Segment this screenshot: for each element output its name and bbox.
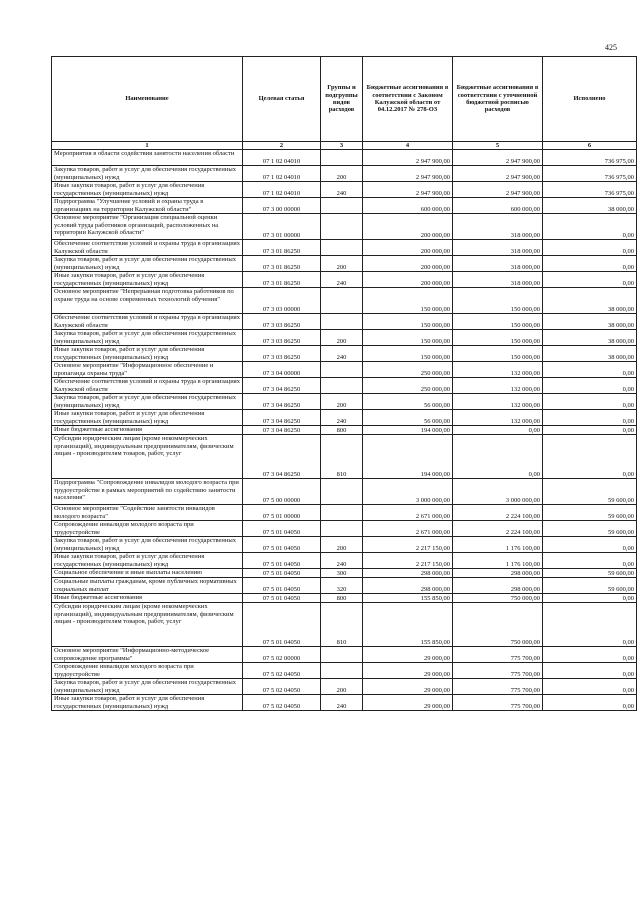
table-cell-law-allocation: 56 000,00 xyxy=(363,410,453,426)
header-executed: Исполнено xyxy=(543,57,637,142)
table-cell-refined-allocation: 3 000 000,00 xyxy=(453,479,543,505)
table-cell-target-article: 07 3 04 86250 xyxy=(243,410,321,426)
table-cell-refined-allocation: 318 000,00 xyxy=(453,256,543,272)
table-cell-name: Закупка товаров, работ и услуг для обеспечения государственных (муниципальных) нужд xyxy=(52,166,243,182)
table-cell-name: Закупка товаров, работ и услуг для обеспечения государственных (муниципальных) нужд xyxy=(52,537,243,553)
table-cell-expense-group xyxy=(321,378,363,394)
table-cell-refined-allocation: 600 000,00 xyxy=(453,198,543,214)
table-cell-name: Обеспечение соответствия условий и охраны труда в организациях Калужской области xyxy=(52,378,243,394)
table-cell-name: Основное мероприятие "Информационно-методическое сопровождение программы" xyxy=(52,647,243,663)
table-cell-law-allocation: 200 000,00 xyxy=(363,256,453,272)
table-cell-expense-group xyxy=(321,150,363,166)
table-cell-target-article: 07 5 01 04050 xyxy=(243,553,321,569)
table-cell-executed: 59 600,00 xyxy=(543,578,637,594)
table-cell-refined-allocation: 132 000,00 xyxy=(453,362,543,378)
table-row xyxy=(52,435,637,479)
table-cell-executed: 0,00 xyxy=(543,603,637,647)
table-cell-executed: 0,00 xyxy=(543,378,637,394)
table-cell-target-article: 07 3 03 86250 xyxy=(243,330,321,346)
table-cell-expense-group xyxy=(321,314,363,330)
table-cell-law-allocation: 2 217 150,00 xyxy=(363,553,453,569)
table-cell-refined-allocation: 750 000,00 xyxy=(453,594,543,603)
table-cell-refined-allocation: 298 000,00 xyxy=(453,569,543,578)
table-cell-target-article: 07 5 00 00000 xyxy=(243,479,321,505)
table-cell-law-allocation: 150 000,00 xyxy=(363,330,453,346)
table-cell-expense-group xyxy=(321,214,363,240)
table-row xyxy=(52,426,637,435)
table-cell-refined-allocation: 150 000,00 xyxy=(453,330,543,346)
table-cell-name: Иные бюджетные ассигнования xyxy=(52,594,243,603)
table-cell-target-article: 07 5 01 04050 xyxy=(243,578,321,594)
page-number: 425 xyxy=(605,43,617,52)
table-cell-law-allocation: 150 000,00 xyxy=(363,346,453,362)
table-cell-law-allocation: 150 000,00 xyxy=(363,314,453,330)
table-cell-refined-allocation: 132 000,00 xyxy=(453,410,543,426)
table-cell-refined-allocation: 298 000,00 xyxy=(453,578,543,594)
table-cell-target-article: 07 5 02 04050 xyxy=(243,663,321,679)
table-cell-expense-group: 810 xyxy=(321,435,363,479)
table-row xyxy=(52,166,637,182)
budget-table xyxy=(51,56,637,711)
table-cell-expense-group: 240 xyxy=(321,182,363,198)
table-row xyxy=(52,679,637,695)
table-cell-expense-group: 200 xyxy=(321,330,363,346)
table-cell-name: Иные закупки товаров, работ и услуг для обеспечения государственных (муниципальных) нужд xyxy=(52,410,243,426)
table-cell-refined-allocation: 2 224 100,00 xyxy=(453,505,543,521)
table-cell-expense-group: 200 xyxy=(321,256,363,272)
table-cell-executed: 0,00 xyxy=(543,537,637,553)
table-cell-target-article: 07 3 04 86250 xyxy=(243,426,321,435)
table-cell-target-article: 07 1 02 04010 xyxy=(243,182,321,198)
table-cell-executed: 0,00 xyxy=(543,695,637,711)
table-row xyxy=(52,394,637,410)
table-cell-name: Иные закупки товаров, работ и услуг для обеспечения государственных (муниципальных) нужд xyxy=(52,346,243,362)
table-cell-name: Сопровождение инвалидов молодого возраста при трудоустройстве xyxy=(52,521,243,537)
table-cell-refined-allocation: 150 000,00 xyxy=(453,288,543,314)
table-cell-name: Обеспечение соответствия условий и охраны труда в организациях Калужской области xyxy=(52,240,243,256)
table-cell-law-allocation: 200 000,00 xyxy=(363,240,453,256)
column-number: 3 xyxy=(321,142,363,150)
table-row xyxy=(52,569,637,578)
table-cell-refined-allocation: 150 000,00 xyxy=(453,314,543,330)
table-cell-law-allocation: 194 000,00 xyxy=(363,426,453,435)
table-row xyxy=(52,603,637,647)
table-row xyxy=(52,240,637,256)
table-cell-refined-allocation: 318 000,00 xyxy=(453,240,543,256)
table-cell-expense-group xyxy=(321,198,363,214)
header-name: Наименование xyxy=(52,57,243,142)
table-cell-executed: 0,00 xyxy=(543,362,637,378)
table-cell-target-article: 07 5 02 00000 xyxy=(243,647,321,663)
header-row xyxy=(52,57,637,142)
table-cell-target-article: 07 5 01 04050 xyxy=(243,603,321,647)
table-cell-expense-group xyxy=(321,521,363,537)
table-cell-name: Подпрограмма "Сопровождение инвалидов молодого возраста при трудоустройстве в рамках мероприятий по содействию занятости населения" xyxy=(52,479,243,505)
table-cell-expense-group: 200 xyxy=(321,537,363,553)
table-cell-law-allocation: 200 000,00 xyxy=(363,272,453,288)
table-cell-name: Иные закупки товаров, работ и услуг для обеспечения государственных (муниципальных) нужд xyxy=(52,272,243,288)
table-row xyxy=(52,346,637,362)
table-cell-executed: 0,00 xyxy=(543,214,637,240)
table-cell-expense-group: 800 xyxy=(321,426,363,435)
table-cell-law-allocation: 3 000 000,00 xyxy=(363,479,453,505)
table-cell-name: Основное мероприятие "Содействие занятости инвалидов молодого возраста" xyxy=(52,505,243,521)
table-cell-target-article: 07 3 01 86250 xyxy=(243,272,321,288)
table-row xyxy=(52,505,637,521)
column-number: 4 xyxy=(363,142,453,150)
table-cell-target-article: 07 3 01 86250 xyxy=(243,256,321,272)
table-cell-refined-allocation: 1 176 100,00 xyxy=(453,553,543,569)
table-cell-expense-group: 240 xyxy=(321,346,363,362)
table-cell-executed: 38 000,00 xyxy=(543,346,637,362)
table-cell-expense-group xyxy=(321,240,363,256)
table-cell-law-allocation: 29 000,00 xyxy=(363,679,453,695)
table-cell-law-allocation: 2 217 150,00 xyxy=(363,537,453,553)
table-cell-refined-allocation: 2 224 100,00 xyxy=(453,521,543,537)
table-body xyxy=(52,150,637,711)
table-cell-executed: 59 600,00 xyxy=(543,479,637,505)
table-cell-name: Основное мероприятие "Непрерывная подготовка работников по охране труда на основе современных технологий обучения" xyxy=(52,288,243,314)
table-cell-expense-group: 240 xyxy=(321,553,363,569)
table-cell-executed: 0,00 xyxy=(543,410,637,426)
table-cell-executed: 38 000,00 xyxy=(543,330,637,346)
table-cell-refined-allocation: 775 700,00 xyxy=(453,695,543,711)
table-cell-law-allocation: 29 000,00 xyxy=(363,647,453,663)
table-row xyxy=(52,288,637,314)
table-cell-refined-allocation: 2 947 900,00 xyxy=(453,166,543,182)
table-cell-refined-allocation: 318 000,00 xyxy=(453,214,543,240)
table-cell-target-article: 07 5 01 00000 xyxy=(243,505,321,521)
column-number-row xyxy=(52,142,637,150)
table-cell-expense-group: 240 xyxy=(321,695,363,711)
table-cell-target-article: 07 1 02 04010 xyxy=(243,166,321,182)
table-cell-refined-allocation: 775 700,00 xyxy=(453,647,543,663)
table-cell-law-allocation: 250 000,00 xyxy=(363,378,453,394)
table-cell-expense-group: 200 xyxy=(321,394,363,410)
table-cell-refined-allocation: 2 947 900,00 xyxy=(453,182,543,198)
table-cell-expense-group: 200 xyxy=(321,166,363,182)
table-row xyxy=(52,663,637,679)
table-row xyxy=(52,647,637,663)
table-cell-executed: 0,00 xyxy=(543,679,637,695)
table-cell-name: Подпрограмма "Улучшение условий и охраны труда в организациях на территории Калужской области" xyxy=(52,198,243,214)
table-row xyxy=(52,330,637,346)
table-cell-name: Субсидии юридическим лицам (кроме некоммерческих организаций), индивидуальным предпринимателям, физическим лицам - производителям товаров, работ, услуг xyxy=(52,603,243,647)
table-row xyxy=(52,521,637,537)
table-cell-executed: 0,00 xyxy=(543,594,637,603)
table-cell-name: Субсидии юридическим лицам (кроме некоммерческих организаций), индивидуальным предпринимателям, физическим лицам - производителям товаров, работ, услуг xyxy=(52,435,243,479)
table-cell-expense-group xyxy=(321,505,363,521)
table-cell-target-article: 07 5 01 04050 xyxy=(243,521,321,537)
table-row xyxy=(52,578,637,594)
table-cell-expense-group: 240 xyxy=(321,410,363,426)
table-cell-law-allocation: 2 947 900,00 xyxy=(363,150,453,166)
table-cell-law-allocation: 2 947 900,00 xyxy=(363,182,453,198)
table-cell-expense-group: 320 xyxy=(321,578,363,594)
table-cell-law-allocation: 194 000,00 xyxy=(363,435,453,479)
table-cell-target-article: 07 3 04 86250 xyxy=(243,394,321,410)
table-cell-refined-allocation: 132 000,00 xyxy=(453,378,543,394)
table-cell-executed: 0,00 xyxy=(543,256,637,272)
table-cell-expense-group: 200 xyxy=(321,679,363,695)
table-cell-name: Сопровождение инвалидов молодого возраста при трудоустройстве xyxy=(52,663,243,679)
header-expense-group: Группы и подгруппы видов расходов xyxy=(321,57,363,142)
table-cell-target-article: 07 3 03 00000 xyxy=(243,288,321,314)
table-cell-executed: 38 000,00 xyxy=(543,288,637,314)
table-cell-target-article: 07 1 02 04010 xyxy=(243,150,321,166)
table-cell-executed: 59 600,00 xyxy=(543,521,637,537)
table-cell-target-article: 07 5 02 04050 xyxy=(243,679,321,695)
table-cell-refined-allocation: 750 000,00 xyxy=(453,603,543,647)
table-cell-refined-allocation: 0,00 xyxy=(453,435,543,479)
table-row xyxy=(52,272,637,288)
table-cell-expense-group xyxy=(321,663,363,679)
table-row xyxy=(52,410,637,426)
table-cell-refined-allocation: 1 176 100,00 xyxy=(453,537,543,553)
column-number: 6 xyxy=(543,142,637,150)
table-cell-law-allocation: 29 000,00 xyxy=(363,695,453,711)
table-cell-executed: 0,00 xyxy=(543,240,637,256)
table-cell-name: Основное мероприятие "Организация специальной оценки условий труда работников организаций, расположенных на территории Калужской области" xyxy=(52,214,243,240)
header-refined-allocations: Бюджетные ассигнования в соответствии с уточненной бюджетной росписью расходов xyxy=(453,57,543,142)
table-cell-law-allocation: 250 000,00 xyxy=(363,362,453,378)
table-cell-expense-group xyxy=(321,362,363,378)
table-cell-law-allocation: 298 000,00 xyxy=(363,569,453,578)
table-cell-expense-group xyxy=(321,647,363,663)
table-cell-expense-group: 240 xyxy=(321,272,363,288)
table-row xyxy=(52,378,637,394)
table-row xyxy=(52,479,637,505)
table-row xyxy=(52,594,637,603)
table-cell-executed: 0,00 xyxy=(543,394,637,410)
table-cell-law-allocation: 600 000,00 xyxy=(363,198,453,214)
table-cell-executed: 736 975,00 xyxy=(543,182,637,198)
table-cell-expense-group: 300 xyxy=(321,569,363,578)
table-cell-target-article: 07 5 02 04050 xyxy=(243,695,321,711)
column-number: 1 xyxy=(52,142,243,150)
table-row xyxy=(52,182,637,198)
table-cell-name: Закупка товаров, работ и услуг для обеспечения государственных (муниципальных) нужд xyxy=(52,679,243,695)
table-cell-law-allocation: 155 850,00 xyxy=(363,594,453,603)
table-cell-executed: 38 000,00 xyxy=(543,198,637,214)
table-cell-refined-allocation: 775 700,00 xyxy=(453,679,543,695)
table-cell-executed: 59 600,00 xyxy=(543,505,637,521)
table-cell-executed: 59 600,00 xyxy=(543,569,637,578)
table-cell-expense-group xyxy=(321,288,363,314)
table-row xyxy=(52,553,637,569)
table-cell-name: Закупка товаров, работ и услуг для обеспечения государственных (муниципальных) нужд xyxy=(52,394,243,410)
table-cell-executed: 0,00 xyxy=(543,435,637,479)
table-row xyxy=(52,214,637,240)
table-cell-law-allocation: 200 000,00 xyxy=(363,214,453,240)
table-cell-name: Социальное обеспечение и иные выплаты населению xyxy=(52,569,243,578)
table-row xyxy=(52,198,637,214)
table-cell-executed: 38 000,00 xyxy=(543,314,637,330)
table-cell-refined-allocation: 150 000,00 xyxy=(453,346,543,362)
table-cell-law-allocation: 2 947 900,00 xyxy=(363,166,453,182)
table-cell-refined-allocation: 0,00 xyxy=(453,426,543,435)
column-number: 5 xyxy=(453,142,543,150)
table-cell-target-article: 07 3 03 86250 xyxy=(243,314,321,330)
table-cell-target-article: 07 3 01 86250 xyxy=(243,240,321,256)
table-cell-name: Закупка товаров, работ и услуг для обеспечения государственных (муниципальных) нужд xyxy=(52,256,243,272)
table-cell-law-allocation: 29 000,00 xyxy=(363,663,453,679)
table-cell-executed: 0,00 xyxy=(543,426,637,435)
table-cell-target-article: 07 3 00 00000 xyxy=(243,198,321,214)
table-cell-name: Обеспечение соответствия условий и охраны труда в организациях Калужской области xyxy=(52,314,243,330)
table-cell-expense-group: 800 xyxy=(321,594,363,603)
table-cell-law-allocation: 155 850,00 xyxy=(363,603,453,647)
table-cell-target-article: 07 3 03 86250 xyxy=(243,346,321,362)
table-cell-law-allocation: 2 671 000,00 xyxy=(363,521,453,537)
table-row xyxy=(52,150,637,166)
table-row xyxy=(52,537,637,553)
header-law-allocations: Бюджетные ассигнования в соответствии с Законом Калужской области от 04.12.2017 № 278-ОЗ xyxy=(363,57,453,142)
table-cell-expense-group xyxy=(321,479,363,505)
table-cell-executed: 736 975,00 xyxy=(543,166,637,182)
table-cell-target-article: 07 5 01 04050 xyxy=(243,594,321,603)
table-cell-refined-allocation: 2 947 900,00 xyxy=(453,150,543,166)
table-cell-executed: 736 975,00 xyxy=(543,150,637,166)
table-cell-target-article: 07 5 01 04050 xyxy=(243,537,321,553)
table-cell-name: Иные закупки товаров, работ и услуг для обеспечения государственных (муниципальных) нужд xyxy=(52,553,243,569)
table-cell-target-article: 07 3 04 86250 xyxy=(243,435,321,479)
table-cell-refined-allocation: 775 700,00 xyxy=(453,663,543,679)
table-row xyxy=(52,256,637,272)
table-cell-name: Социальные выплаты гражданам, кроме публичных нормативных социальных выплат xyxy=(52,578,243,594)
table-cell-executed: 0,00 xyxy=(543,272,637,288)
table-cell-name: Основное мероприятие "Информационное обеспечение и пропаганда охраны труда" xyxy=(52,362,243,378)
table-cell-target-article: 07 5 01 04050 xyxy=(243,569,321,578)
table-cell-law-allocation: 2 671 000,00 xyxy=(363,505,453,521)
table-cell-name: Иные закупки товаров, работ и услуг для обеспечения государственных (муниципальных) нужд xyxy=(52,695,243,711)
table-cell-law-allocation: 150 000,00 xyxy=(363,288,453,314)
header-target-article: Целевая статья xyxy=(243,57,321,142)
table-cell-law-allocation: 56 000,00 xyxy=(363,394,453,410)
table-cell-executed: 0,00 xyxy=(543,647,637,663)
table-row xyxy=(52,695,637,711)
table-row xyxy=(52,362,637,378)
table-cell-name: Иные закупки товаров, работ и услуг для обеспечения государственных (муниципальных) нужд xyxy=(52,182,243,198)
table-cell-law-allocation: 298 000,00 xyxy=(363,578,453,594)
table-cell-refined-allocation: 132 000,00 xyxy=(453,394,543,410)
table-row xyxy=(52,314,637,330)
table-cell-target-article: 07 3 04 86250 xyxy=(243,378,321,394)
column-number: 2 xyxy=(243,142,321,150)
table-cell-target-article: 07 3 01 00000 xyxy=(243,214,321,240)
table-cell-name: Иные бюджетные ассигнования xyxy=(52,426,243,435)
table-cell-executed: 0,00 xyxy=(543,663,637,679)
table-cell-target-article: 07 3 04 00000 xyxy=(243,362,321,378)
table-cell-name: Мероприятия в области содействия занятости населения области xyxy=(52,150,243,166)
table-cell-executed: 0,00 xyxy=(543,553,637,569)
table-cell-name: Закупка товаров, работ и услуг для обеспечения государственных (муниципальных) нужд xyxy=(52,330,243,346)
table-cell-refined-allocation: 318 000,00 xyxy=(453,272,543,288)
table-cell-expense-group: 810 xyxy=(321,603,363,647)
